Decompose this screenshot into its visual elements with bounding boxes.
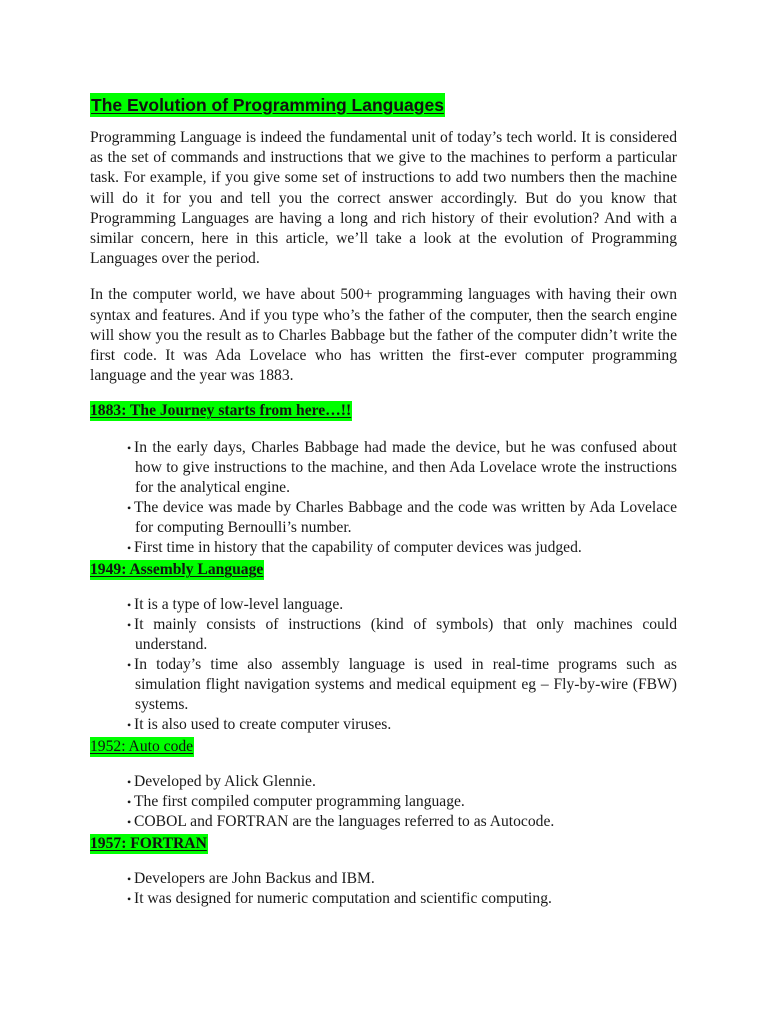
list-item: • It was designed for numeric computation and scientific computing. — [127, 890, 552, 908]
bullet-icon: • — [127, 815, 132, 830]
section-1952 — [90, 737, 677, 757]
document-page — [90, 93, 677, 909]
list-item: • It is also used to create computer viruses. — [127, 716, 392, 734]
bullet-list-1883 — [90, 438, 677, 558]
section-heading-1949: 1949: Assembly Language — [90, 561, 264, 579]
section-1949 — [90, 560, 677, 580]
bullet-icon: • — [127, 541, 132, 556]
list-item: • In the early days, Charles Babbage had made the device, but he was confused about how to give instructions to the machine, and then Ada Lovelace wrote the instructions for the analytical engine. — [127, 439, 677, 497]
bullet-list-1957 — [90, 869, 677, 909]
bullet-icon: • — [127, 501, 132, 516]
list-item: • Developers are John Backus and IBM. — [127, 870, 375, 888]
list-item: • In today’s time also assembly language is used in real-time programs such as simulation flight navigation systems and medical equipment eg – Fly-by-wire (FBW) systems. — [127, 656, 677, 714]
bullet-icon: • — [127, 892, 132, 907]
bullet-icon: • — [127, 795, 132, 810]
section-heading-1957: 1957: FORTRAN — [90, 835, 207, 853]
bullet-icon: • — [127, 718, 132, 733]
list-item: • It mainly consists of instructions (kind of symbols) that only machines could understand. — [127, 616, 677, 654]
list-item: • The first compiled computer programming language. — [127, 793, 465, 811]
bullet-icon: • — [127, 598, 132, 613]
bullet-icon: • — [127, 618, 132, 633]
list-item: • It is a type of low-level language. — [127, 596, 344, 614]
section-heading-1952: 1952: Auto code — [90, 738, 194, 756]
bullet-icon: • — [127, 872, 132, 887]
list-item: • Developed by Alick Glennie. — [127, 773, 316, 791]
section-heading-1883: 1883: The Journey starts from here…!! — [90, 402, 352, 420]
bullet-icon: • — [127, 441, 132, 456]
list-item: • The device was made by Charles Babbage and the code was written by Ada Lovelace for computing Bernoulli’s number. — [127, 499, 677, 537]
bullet-icon: • — [127, 775, 132, 790]
document-title: The Evolution of Programming Languages — [91, 95, 444, 115]
list-item: • COBOL and FORTRAN are the languages referred to as Autocode. — [127, 813, 555, 831]
intro-paragraph: Programming Language is indeed the fundamental unit of today’s tech world. It is considered as the set of commands and instructions that we give to the machines to perform a particular task. For example, if you give some set of instructions to add two numbers then the machine will do it for you and tell you the correct answer accordingly. But do you know that Programming Languages are having a long and rich history of their evolution? And with a similar concern, here in this article, we’ll take a look at the evolution of Programming Languages over the period. — [90, 129, 677, 268]
list-item: • First time in history that the capability of computer devices was judged. — [127, 539, 582, 557]
bullet-list-1949 — [90, 595, 677, 735]
history-paragraph: In the computer world, we have about 500+ programming languages with having their own syntax and features. And if you type who’s the father of the computer, then the search engine will show you the result as to Charles Babbage but the father of the computer didn’t write the first code. It was Ada Lovelace who has written the first-ever computer programming language and the year was 1883. — [90, 286, 677, 385]
section-1883 — [90, 401, 677, 421]
section-1957 — [90, 834, 677, 854]
bullet-icon: • — [127, 658, 132, 673]
bullet-list-1952 — [90, 772, 677, 832]
